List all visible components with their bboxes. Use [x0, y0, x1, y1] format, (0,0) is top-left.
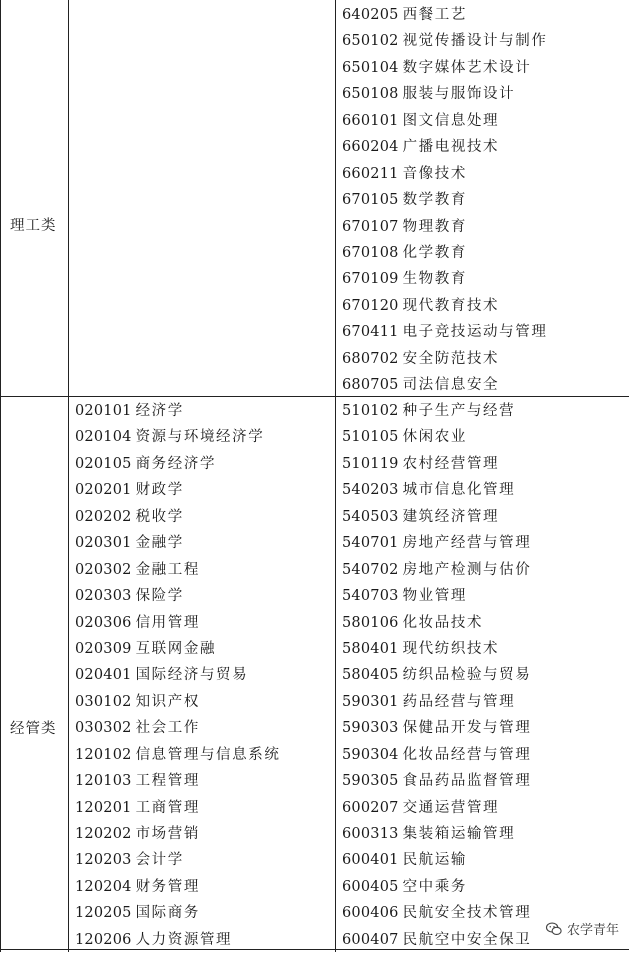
science-right-column — [342, 2, 547, 399]
list-item — [75, 847, 280, 873]
list-item — [342, 28, 547, 54]
major-name: 化妆品技术 — [402, 614, 484, 631]
major-name: 国际经济与贸易 — [135, 667, 249, 684]
major-name: 农村经营管理 — [402, 455, 500, 472]
list-item — [342, 108, 547, 134]
major-name: 安全防范技术 — [402, 350, 500, 367]
major-code: 020104 — [75, 429, 132, 446]
major-name: 化妆品经营与管理 — [402, 746, 532, 763]
list-item — [342, 927, 531, 953]
major-code: 600207 — [342, 799, 399, 816]
major-name: 信用管理 — [135, 614, 200, 631]
major-code: 540702 — [342, 561, 399, 578]
major-code: 120201 — [75, 799, 132, 816]
major-code: 510119 — [342, 455, 399, 472]
major-name: 交通运营管理 — [402, 799, 500, 816]
major-name: 生物教育 — [402, 271, 467, 288]
major-name: 社会工作 — [135, 720, 200, 737]
major-name: 种子生产与经营 — [402, 403, 516, 419]
major-code: 670109 — [342, 271, 399, 288]
list-item — [342, 847, 531, 873]
list-item — [342, 795, 531, 821]
major-name: 服装与服饰设计 — [402, 86, 516, 103]
major-code: 020309 — [75, 640, 132, 657]
economics-left-column — [75, 398, 280, 953]
major-name: 纺织品检验与贸易 — [402, 667, 532, 684]
major-name: 音像技术 — [402, 165, 467, 182]
list-item — [75, 821, 280, 847]
major-name: 空中乘务 — [402, 878, 467, 895]
major-code: 510102 — [342, 403, 399, 419]
major-code: 020101 — [75, 403, 132, 419]
major-name: 城市信息化管理 — [402, 482, 516, 499]
major-name: 金融学 — [135, 535, 184, 552]
list-item — [342, 821, 531, 847]
list-item — [342, 530, 531, 556]
major-name: 食品药品监督管理 — [402, 773, 532, 790]
major-code: 020105 — [75, 455, 132, 472]
list-item — [75, 900, 280, 926]
list-item — [342, 398, 531, 424]
major-name: 民航安全技术管理 — [402, 905, 532, 922]
major-code: 540703 — [342, 588, 399, 605]
major-code: 590303 — [342, 720, 399, 737]
major-name: 房地产检测与估价 — [402, 561, 532, 578]
list-item — [75, 662, 280, 688]
major-name: 建筑经济管理 — [402, 508, 500, 525]
list-item — [342, 293, 547, 319]
list-item — [342, 81, 547, 107]
category-label-science-engineering: 理工类 — [10, 218, 57, 234]
list-item — [342, 900, 531, 926]
major-code: 030302 — [75, 720, 132, 737]
major-name: 保险学 — [135, 588, 184, 605]
major-name: 现代教育技术 — [402, 297, 500, 314]
major-code: 680702 — [342, 350, 399, 367]
major-code: 120102 — [75, 746, 132, 763]
major-name: 现代纺织技术 — [402, 640, 500, 657]
major-name: 会计学 — [135, 852, 184, 869]
major-code: 020301 — [75, 535, 132, 552]
major-code: 600313 — [342, 826, 399, 842]
list-item — [75, 504, 280, 530]
list-item — [342, 424, 531, 450]
major-code: 670411 — [342, 324, 399, 341]
list-item — [75, 795, 280, 821]
major-code: 120206 — [75, 931, 132, 948]
major-code: 660101 — [342, 112, 399, 129]
list-item — [342, 161, 547, 187]
list-item — [75, 715, 280, 741]
major-name: 市场营销 — [135, 826, 200, 842]
major-name: 国际商务 — [135, 905, 200, 922]
list-item — [75, 742, 280, 768]
list-item — [75, 768, 280, 794]
list-item — [342, 742, 531, 768]
major-name: 工商管理 — [135, 799, 200, 816]
major-name: 商务经济学 — [135, 455, 217, 472]
list-item — [75, 689, 280, 715]
major-code: 670108 — [342, 244, 399, 261]
major-code: 020202 — [75, 508, 132, 525]
major-name: 信息管理与信息系统 — [135, 746, 281, 763]
category-label-economics-management: 经管类 — [10, 721, 57, 737]
list-item — [342, 240, 547, 266]
major-name: 保健品开发与管理 — [402, 720, 532, 737]
list-item — [342, 636, 531, 662]
major-code: 590305 — [342, 773, 399, 790]
major-code: 120204 — [75, 878, 132, 895]
list-item — [342, 504, 531, 530]
major-code: 020302 — [75, 561, 132, 578]
major-code: 590301 — [342, 693, 399, 710]
list-item — [342, 187, 547, 213]
watermark-text: 农学青年 — [566, 923, 619, 938]
list-item — [342, 662, 531, 688]
list-item — [342, 689, 531, 715]
major-code: 650104 — [342, 59, 399, 76]
list-item — [75, 530, 280, 556]
list-item — [342, 874, 531, 900]
economics-right-column — [342, 398, 531, 953]
major-name: 数字媒体艺术设计 — [402, 59, 532, 76]
list-item — [342, 134, 547, 160]
major-name: 房地产经营与管理 — [402, 535, 532, 552]
watermark — [543, 919, 621, 938]
major-code: 600406 — [342, 905, 399, 922]
major-code: 680705 — [342, 377, 399, 394]
list-item — [75, 610, 280, 636]
major-code: 580405 — [342, 667, 399, 684]
list-item — [75, 557, 280, 583]
list-item — [75, 424, 280, 450]
list-item — [75, 583, 280, 609]
major-name: 视觉传播设计与制作 — [402, 33, 548, 50]
major-name: 物业管理 — [402, 588, 467, 605]
major-name: 休闲农业 — [402, 429, 467, 446]
major-code: 580106 — [342, 614, 399, 631]
table-divider-columns — [335, 0, 336, 952]
major-code: 600405 — [342, 878, 399, 895]
major-code: 580401 — [342, 640, 399, 657]
major-name: 民航空中安全保卫 — [402, 931, 532, 948]
major-name: 司法信息安全 — [402, 377, 500, 394]
major-code: 650108 — [342, 86, 399, 103]
major-code: 030102 — [75, 693, 132, 710]
major-code: 660211 — [342, 165, 399, 182]
major-name: 知识产权 — [135, 693, 200, 710]
major-name: 资源与环境经济学 — [135, 429, 265, 446]
major-code: 660204 — [342, 139, 399, 156]
major-code: 120103 — [75, 773, 132, 790]
list-item — [342, 55, 547, 81]
list-item — [75, 398, 280, 424]
major-code: 120203 — [75, 852, 132, 869]
major-code: 020201 — [75, 482, 132, 499]
list-item — [342, 610, 531, 636]
major-name: 税收学 — [135, 508, 184, 525]
list-item — [342, 2, 547, 28]
list-item — [342, 583, 531, 609]
list-item — [342, 266, 547, 292]
major-name: 化学教育 — [402, 244, 467, 261]
major-code: 020303 — [75, 588, 132, 605]
major-name: 财政学 — [135, 482, 184, 499]
list-item — [75, 874, 280, 900]
list-item — [342, 715, 531, 741]
major-code: 670105 — [342, 192, 399, 209]
major-code: 600401 — [342, 852, 399, 869]
major-name: 金融工程 — [135, 561, 200, 578]
major-name: 图文信息处理 — [402, 112, 500, 129]
list-item — [342, 557, 531, 583]
major-name: 药品经营与管理 — [402, 693, 516, 710]
list-item — [342, 372, 547, 398]
major-name: 人力资源管理 — [135, 931, 233, 948]
major-name: 经济学 — [135, 403, 184, 419]
major-code: 640205 — [342, 7, 399, 23]
list-item — [342, 346, 547, 372]
major-name: 西餐工艺 — [402, 7, 467, 23]
list-item — [75, 927, 280, 953]
major-name: 互联网金融 — [135, 640, 217, 657]
major-code: 650102 — [342, 33, 399, 50]
major-name: 电子竞技运动与管理 — [402, 324, 548, 341]
major-code: 670120 — [342, 297, 399, 314]
list-item — [75, 477, 280, 503]
list-item — [75, 636, 280, 662]
list-item — [342, 451, 531, 477]
list-item — [342, 768, 531, 794]
list-item — [342, 477, 531, 503]
major-code: 590304 — [342, 746, 399, 763]
major-name: 广播电视技术 — [402, 139, 500, 156]
major-name: 物理教育 — [402, 218, 467, 235]
major-name: 民航运输 — [402, 852, 467, 869]
major-name: 集装箱运输管理 — [402, 826, 516, 842]
major-code: 020401 — [75, 667, 132, 684]
list-item — [342, 319, 547, 345]
major-name: 财务管理 — [135, 878, 200, 895]
major-code: 540203 — [342, 482, 399, 499]
major-code: 600407 — [342, 931, 399, 948]
list-item — [75, 451, 280, 477]
major-name: 数学教育 — [402, 192, 467, 209]
major-code: 670107 — [342, 218, 399, 235]
list-item — [342, 214, 547, 240]
table-border-left — [0, 0, 1, 952]
table-divider-category — [68, 0, 69, 952]
wechat-icon — [545, 920, 563, 938]
major-code: 510105 — [342, 429, 399, 446]
major-code: 120205 — [75, 905, 132, 922]
major-name: 工程管理 — [135, 773, 200, 790]
major-code: 540701 — [342, 535, 399, 552]
major-code: 020306 — [75, 614, 132, 631]
major-code: 540503 — [342, 508, 399, 525]
major-code: 120202 — [75, 826, 132, 842]
